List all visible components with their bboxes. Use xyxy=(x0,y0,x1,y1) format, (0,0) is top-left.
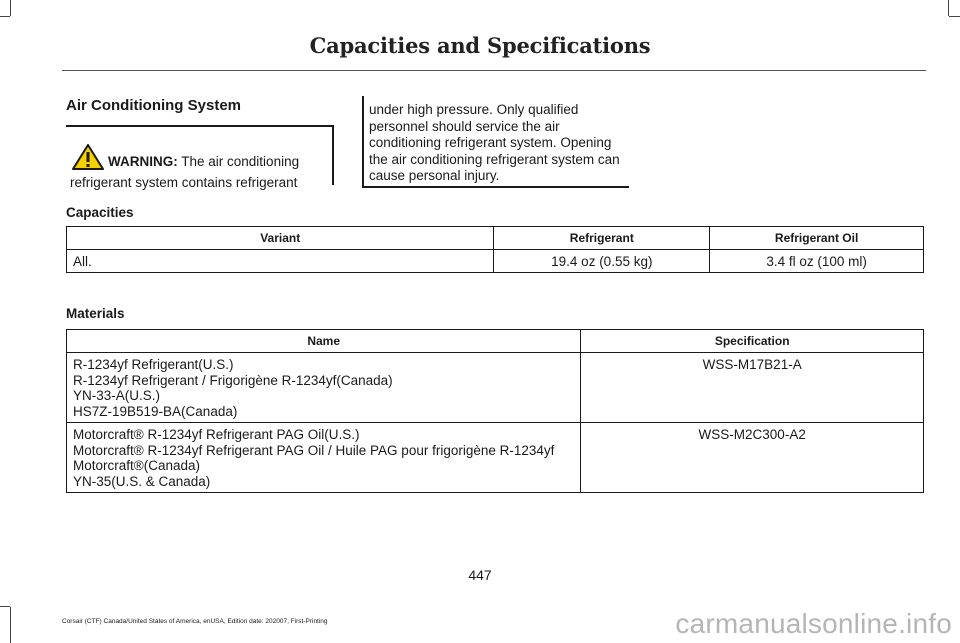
materials-heading: Materials xyxy=(66,306,125,321)
warning-box-right xyxy=(362,96,629,188)
name-line: YN-33-A(U.S.) xyxy=(73,388,161,403)
warning-triangle-icon xyxy=(72,144,104,174)
table-header-row xyxy=(67,227,924,250)
table-header-row xyxy=(67,330,924,353)
name-line: HS7Z-19B519-BA(Canada) xyxy=(73,403,238,419)
name-line: Motorcraft®(Canada) xyxy=(73,458,200,473)
name-line: Motorcraft® R-1234yf Refrigerant PAG Oil(U.S.) xyxy=(73,427,360,442)
name-line: R-1234yf Refrigerant / Frigorigène R-1234yf(Canada) xyxy=(73,372,393,388)
cell-specification: WSS-M17B21-A xyxy=(581,353,924,423)
section-heading: Air Conditioning System xyxy=(66,97,242,114)
name-line: YN-35(U.S. & Canada) xyxy=(73,473,211,489)
table-row xyxy=(67,250,924,273)
crop-mark-bottom-left-vertical xyxy=(10,607,11,643)
capacities-heading: Capacities xyxy=(66,205,134,220)
column-header-name: Name xyxy=(67,330,581,353)
cell-refrigerant-oil: 3.4 fl oz (100 ml) xyxy=(710,250,924,273)
page-title: Capacities and Specifications xyxy=(309,33,651,58)
crop-mark-top-left-vertical xyxy=(10,0,11,16)
cell-name xyxy=(67,353,581,423)
header-divider xyxy=(62,70,926,71)
crop-mark-top-left-horizontal xyxy=(0,16,10,17)
cell-refrigerant: 19.4 oz (0.55 kg) xyxy=(494,250,710,273)
watermark: carmanualsonline.info xyxy=(675,608,952,639)
column-header-specification: Specification xyxy=(581,330,924,353)
name-line: Motorcraft® R-1234yf Refrigerant PAG Oil / Huile PAG pour frigorigène R-1234yf xyxy=(73,442,555,458)
materials-table xyxy=(66,329,924,493)
crop-mark-top-right-vertical xyxy=(948,0,949,16)
crop-mark-bottom-left-horizontal xyxy=(0,606,10,607)
column-header-refrigerant-oil: Refrigerant Oil xyxy=(710,227,924,250)
page-number: 447 xyxy=(468,567,492,583)
cell-name xyxy=(67,423,581,493)
cell-variant: All. xyxy=(67,250,494,273)
column-header-variant: Variant xyxy=(67,227,494,250)
warning-box-left xyxy=(66,125,334,190)
cell-specification: WSS-M2C300-A2 xyxy=(581,423,924,493)
warning-text-part2: under high pressure. Only qualified personnel should service the air conditioning refrigerant system. Opening the air conditioning refrigerant system can cause personal injury. xyxy=(369,102,620,183)
capacities-table xyxy=(66,226,924,273)
table-row xyxy=(67,423,924,493)
footer-edition-info: Corsair (CTF) Canada/United States of America, enUSA, Edition date: 202007, First-Printing xyxy=(62,618,328,625)
warning-text-part1: The air conditioning refrigerant system contains refrigerant xyxy=(70,154,300,190)
table-row xyxy=(67,353,924,423)
warning-label: WARNING: xyxy=(108,154,178,169)
name-line: R-1234yf Refrigerant(U.S.) xyxy=(73,357,234,372)
column-header-refrigerant: Refrigerant xyxy=(494,227,710,250)
crop-mark-top-right-horizontal xyxy=(949,16,960,17)
